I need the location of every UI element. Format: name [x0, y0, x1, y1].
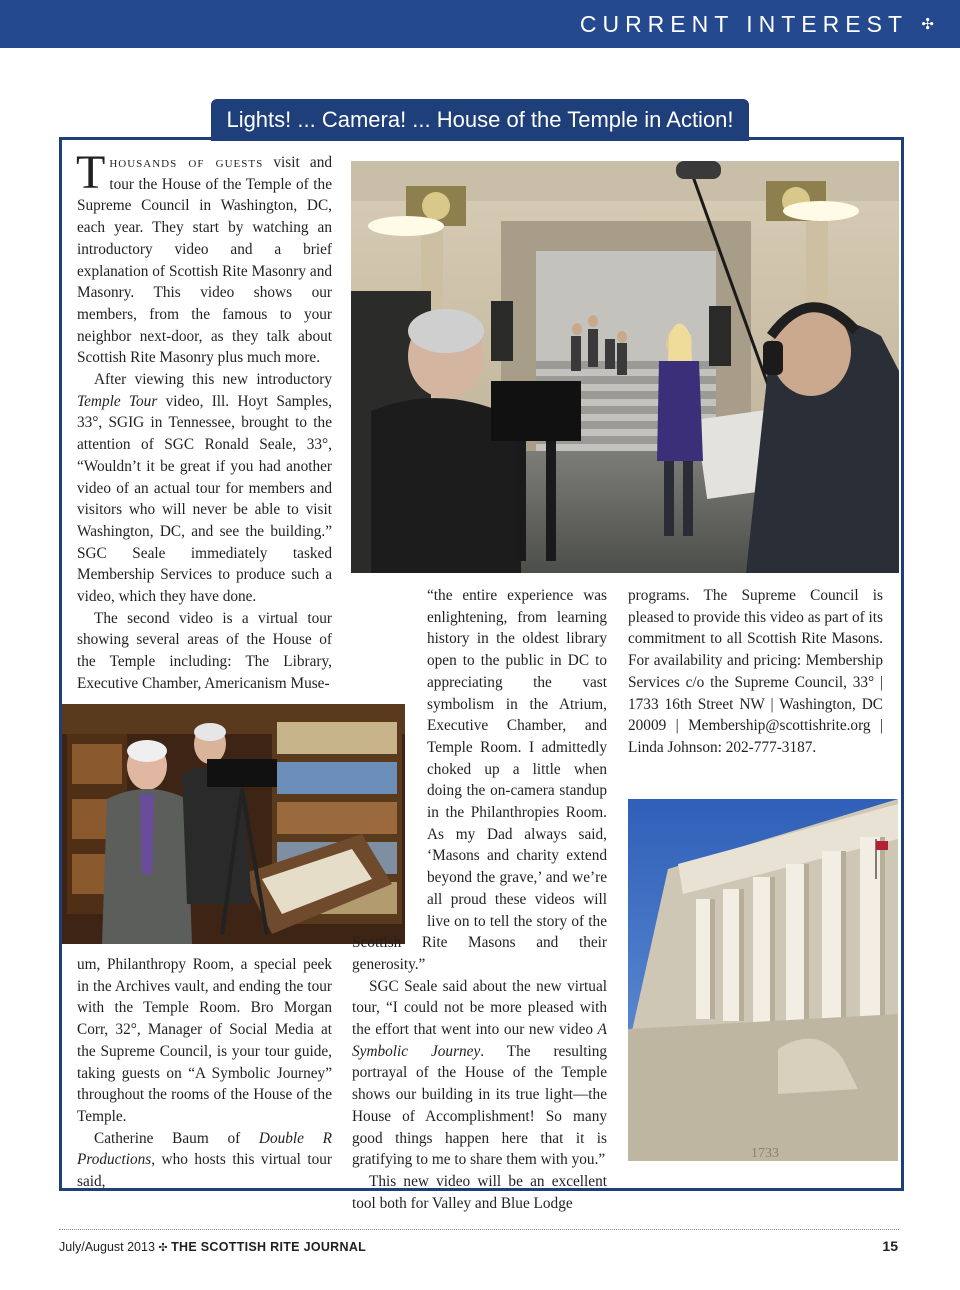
atrium-filming-image [351, 161, 899, 573]
intro-text: visit and tour the House of the Temple of the Supreme Council in Washington, DC, each year. They start by watching an introductory video and a brief explanation of Scottish Rite Masonry and Masonry. This video shows our members, from the famous to your neighbor next-door, as they talk about Scottish Rite Masonry plus much more. [77, 154, 332, 367]
building-inscription: 1733 [751, 1146, 779, 1161]
journal-name: THE SCOTTISH RITE JOURNAL [171, 1240, 367, 1254]
paragraph: Catherine Baum of Double R Productions, who hosts this virtual tour said, [77, 1129, 333, 1191]
photo-wrap-spacer [352, 585, 427, 911]
drop-cap: T [76, 146, 106, 199]
section-title: CURRENT INTEREST [579, 11, 908, 37]
house-of-the-temple-photo [628, 799, 898, 1161]
building-image [628, 799, 898, 1161]
paragraph: SGC Seale said about the new virtual tour, “I could not be more pleased with the effort that went into our new video A Symbolic Journey. The resulting portrayal of the House of the Temple shows our building in its true light—the House of Accomplishment! So many good things happen here that it is gratifying to me to share them with you.” [352, 977, 607, 1169]
contact-paragraph: programs. The Supreme Council is pleased to provide this video as part of its commitment to all Scottish Rite Masons. For availability and pricing: Membership Services c/o the Supreme Council, 33° | 1733 16th Street NW | Washington, DC 20009 | Membership@scottishrite.org | Linda Johnson: 202-777-3187. [628, 587, 883, 756]
column-1-bottom [77, 954, 332, 1193]
intro-paragraph [76, 146, 332, 369]
cross-icon: ✣ [158, 1241, 168, 1254]
column-2 [352, 585, 607, 1214]
paragraph: This new video will be an excellent tool both for Valley and Blue Lodge [352, 1172, 607, 1212]
cross-icon: ✣ [921, 15, 934, 33]
quote-paragraph: “the entire experience was enlightening, from learning history in the oldest library open to the public in DC to appreciating the vast symbolism in the Atrium, Executive Chamber, and Temple Room. I admittedly choked up a little when doing the on-camera standup in the Philanthropies Room. As my Dad always said, ‘Masons and charity extend beyond the grave,’ and we’re all proud these videos will live on to tell the story of the Scottish Rite Masons and their generosity.” [352, 587, 607, 973]
atrium-filming-photo [351, 161, 899, 573]
column-1-top [76, 146, 332, 695]
paragraph: After viewing this new introductory Temple Tour video, Ill. Hoyt Samples, 33°, SGIG in Tennessee, brought to the attention of SGC Ronald Seale, 33°, “Wouldn’t it be great if you had another video of an actual tour for members and visitors who will never be able to visit Washington, DC, and see the building.” SGC Seale immediately tasked Membership Services to produce such a video, which they have done. [77, 371, 332, 606]
paragraph: um, Philanthropy Room, a special peek in the Archives vault, and ending the tour with the Temple Room. Bro Morgan Corr, 32°, Manager of Social Media at the Supreme Council, is your tour guide, taking guests on “A Symbolic Journey” throughout the rooms of the House of the Temple. [77, 956, 332, 1125]
footer-divider [59, 1229, 899, 1230]
issue-date: July/August 2013 [59, 1240, 155, 1254]
page-number: 15 [882, 1238, 898, 1254]
article-title: Lights! ... Camera! ... House of the Temple in Action! [211, 99, 749, 141]
top-banner [0, 0, 960, 48]
paragraph: The second video is a virtual tour showing several areas of the House of the Temple including: The Library, Executive Chamber, Americanism Muse- [77, 609, 332, 692]
footer-issue-line [59, 1239, 366, 1256]
lead-smallcaps: housands of guests [109, 154, 264, 171]
column-3 [628, 585, 883, 759]
